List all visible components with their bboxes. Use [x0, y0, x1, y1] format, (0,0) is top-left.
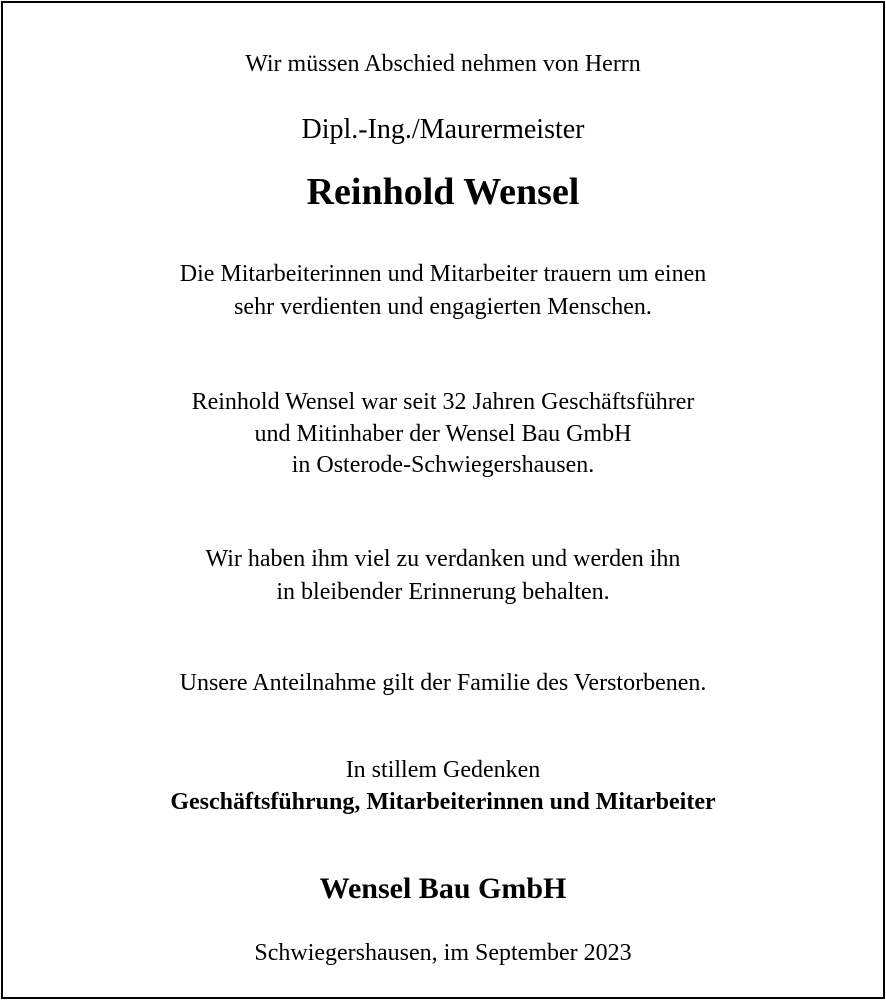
- paragraph2-line1: Reinhold Wensel war seit 32 Jahren Geschäftsführer: [191, 389, 695, 415]
- deceased-title: Dipl.-Ing./Maurermeister: [301, 114, 585, 145]
- deceased-name: Reinhold Wensel: [306, 171, 580, 213]
- signatories-text: Geschäftsführung, Mitarbeiterinnen und Mitarbeiter: [170, 789, 716, 815]
- closing-text: In stillem Gedenken: [345, 757, 541, 783]
- condolence-text: Unsere Anteilnahme gilt der Familie des Verstorbenen.: [179, 670, 707, 696]
- paragraph2-line2: und Mitinhaber der Wensel Bau GmbH: [254, 421, 632, 447]
- place-date: Schwiegershausen, im September 2023: [254, 940, 632, 966]
- paragraph2-line3: in Osterode-Schwiegershausen.: [291, 452, 595, 478]
- paragraph1-line2: sehr verdienten und engagierten Menschen.: [234, 294, 652, 320]
- paragraph1-line1: Die Mitarbeiterinnen und Mitarbeiter trauern um einen: [179, 261, 707, 287]
- intro-text: Wir müssen Abschied nehmen von Herrn: [245, 51, 641, 77]
- paragraph3-line2: in bleibender Erinnerung behalten.: [276, 579, 610, 605]
- paragraph3-line1: Wir haben ihm viel zu verdanken und werden ihn: [205, 546, 681, 572]
- company-name: Wensel Bau GmbH: [319, 872, 567, 905]
- notice-border: [1, 1, 885, 999]
